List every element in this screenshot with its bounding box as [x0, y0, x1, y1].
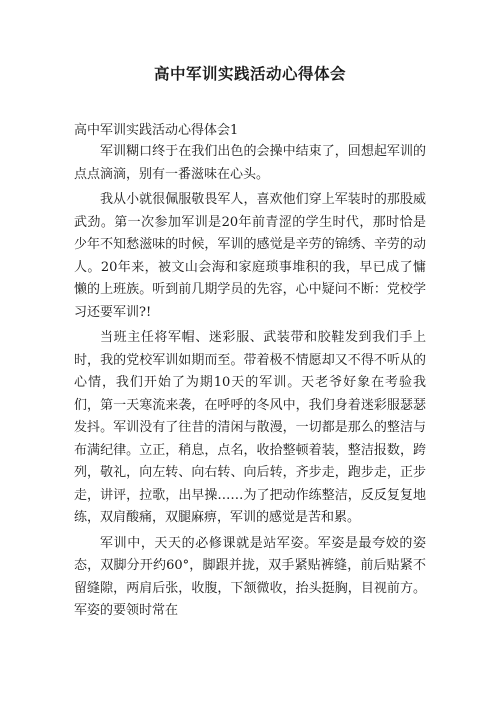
section-heading: 高中军训实践活动心得体会1: [74, 123, 239, 138]
document-body: [74, 141, 426, 626]
paragraph-4: 军训中，天天的必修课就是站军姿。军姿是最夸姣的姿态，双脚分开约60°，脚跟并拢，双手紧贴裤缝，前后贴紧不留缝隙，两肩后张，收腹，下颔微收，抬头挺胸，目视前方。军姿的要领时常在: [74, 535, 426, 618]
document-title: 高中军训实践活动心得体会: [153, 64, 346, 83]
paragraph-2: 我从小就很佩服敬畏军人，喜欢他们穿上军装时的那股威武劲。第一次参加军训是20年前青涩的学生时代，那时恰是少年不知愁滋味的时候，军训的感觉是辛劳的锦绣、辛劳的动人。20年来，被文山会海和家庭琐事堆积的我，早已成了慵懒的上班族。听到前几期学员的先容，心中疑问不断：党校学习还要军训?!: [74, 192, 426, 320]
paragraph-3: 当班主任将军帽、迷彩服、武装带和胶鞋发到我们手上时，我的党校军训如期而至。带着极不情愿却又不得不听从的心情，我们开始了为期10天的军训。天老爷好象在考验我们，第一天寒流来袭，在呼呼的冬风中，我们身着迷彩服瑟瑟发抖。军训没有了往昔的清闲与散漫，一切都是那么的整洁与布满纪律。立正，稍息，点名，收拾整顿着装，整洁报数，跨列，敬礼，向左转、向右转、向后转，齐步走，跑步走，正步走，讲评，拉歌，出早操……为了把动作练整洁，反反复复地练，双肩酸痛，双腿麻痹，军训的感觉是苦和累。: [74, 330, 426, 525]
paragraph-1: 军训糊口终于在我们出色的会操中结束了，回想起军训的点点滴滴，别有一番滋味在心头。: [74, 144, 426, 182]
